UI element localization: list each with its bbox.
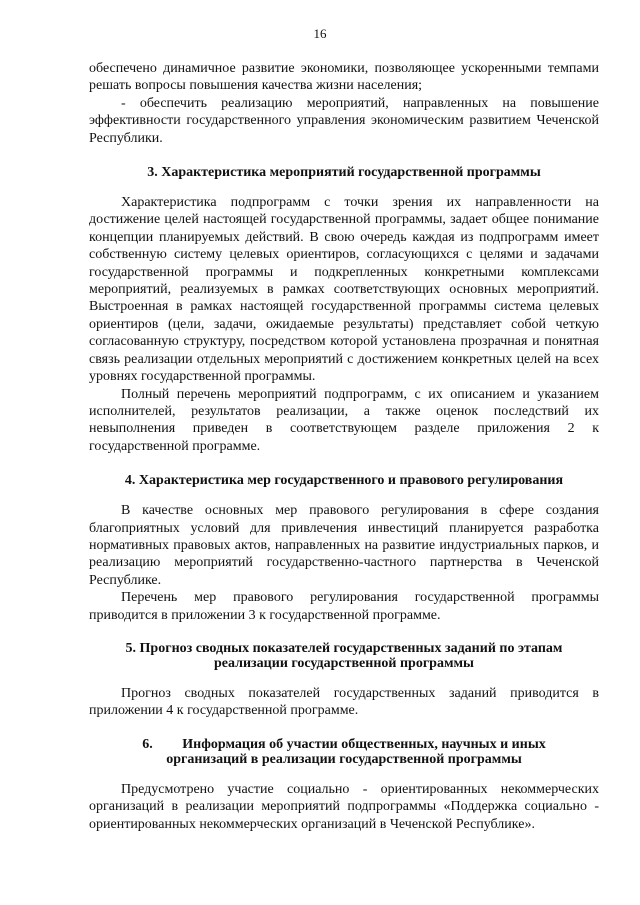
section-5-heading-line-1: 5. Прогноз сводных показателей государственных заданий по этапам (125, 640, 563, 656)
section-4-heading: 4. Характеристика мер государственного и правового регулирования (124, 473, 564, 489)
section-6-paragraph-1: Предусмотрено участие социально - ориентированных некоммерческих организаций в реализации мероприятий подпрограммы «Поддержка социально - ориентированных некоммерческих организаций в Чеченской Республике». (89, 781, 599, 832)
section-5-heading-line-2: реализации государственной программы (214, 656, 474, 672)
section-5-heading (89, 641, 599, 672)
section-3-paragraph-1: Характеристика подпрограмм с точки зрения их направленности на достижение целей настоящей государственной программы, задает общее понимание концепции планируемых действий. В свою очередь каждая из подпрограмм имеет собственную систему целевых ориентиров, согласующихся с целями и задачами государственной программы и подкрепленных конкретными комплексами мероприятий, реализуемых в рамках соответствующих основных мероприятий. Выстроенная в рамках настоящей государственной программы система целевых ориентиров (цели, задачи, ожидаемые результаты) представляет собой четкую согласованную структуру, посредством которой установлена прозрачная и понятная связь реализации отдельных мероприятий с достижением конкретных целей на всех уровнях государственной программы. (89, 195, 599, 385)
section-6-heading (89, 737, 599, 768)
section-3-heading: 3. Характеристика мероприятий государственной программы (147, 165, 541, 181)
section-3-paragraph-2: Полный перечень мероприятий подпрограмм, с их описанием и указанием исполнителей, результатов реализации, а также оценок последствий их невыполнения приведен в соответствующем разделе приложения 2 к государственной программе. (89, 386, 599, 454)
section-4-paragraph-2: Перечень мер правового регулирования государственной программы приводится в приложении 3 к государственной программе. (89, 590, 599, 623)
intro-paragraph-1: обеспечено динамичное развитие экономики, позволяющее ускоренными темпами решать вопросы повышения качества жизни населения; (89, 61, 599, 94)
section-5-paragraph-1: Прогноз сводных показателей государственных заданий приводится в приложении 4 к государственной программе. (89, 685, 599, 719)
intro-paragraph-2: - обеспечить реализацию мероприятий, направленных на повышение эффективности государственного управления экономическим развитием Чеченской Республики. (89, 95, 599, 146)
section-6-number: 6. (142, 736, 153, 752)
section-4-paragraph-1: В качестве основных мер правового регулирования в сфере создания благоприятных условий для привлечения инвестиций планируется разработка нормативных правовых актов, направленных на развитие индустриальных парков, и реализацию мероприятий государственно-частного партнерства в Чеченской Республике. (89, 503, 599, 588)
page-content (89, 60, 599, 833)
section-6-heading-line-2: организаций в реализации государственной программы (166, 752, 522, 768)
section-6-heading-line-1: Информация об участии общественных, научных и иных (182, 736, 546, 752)
page-number: 16 (313, 26, 327, 41)
